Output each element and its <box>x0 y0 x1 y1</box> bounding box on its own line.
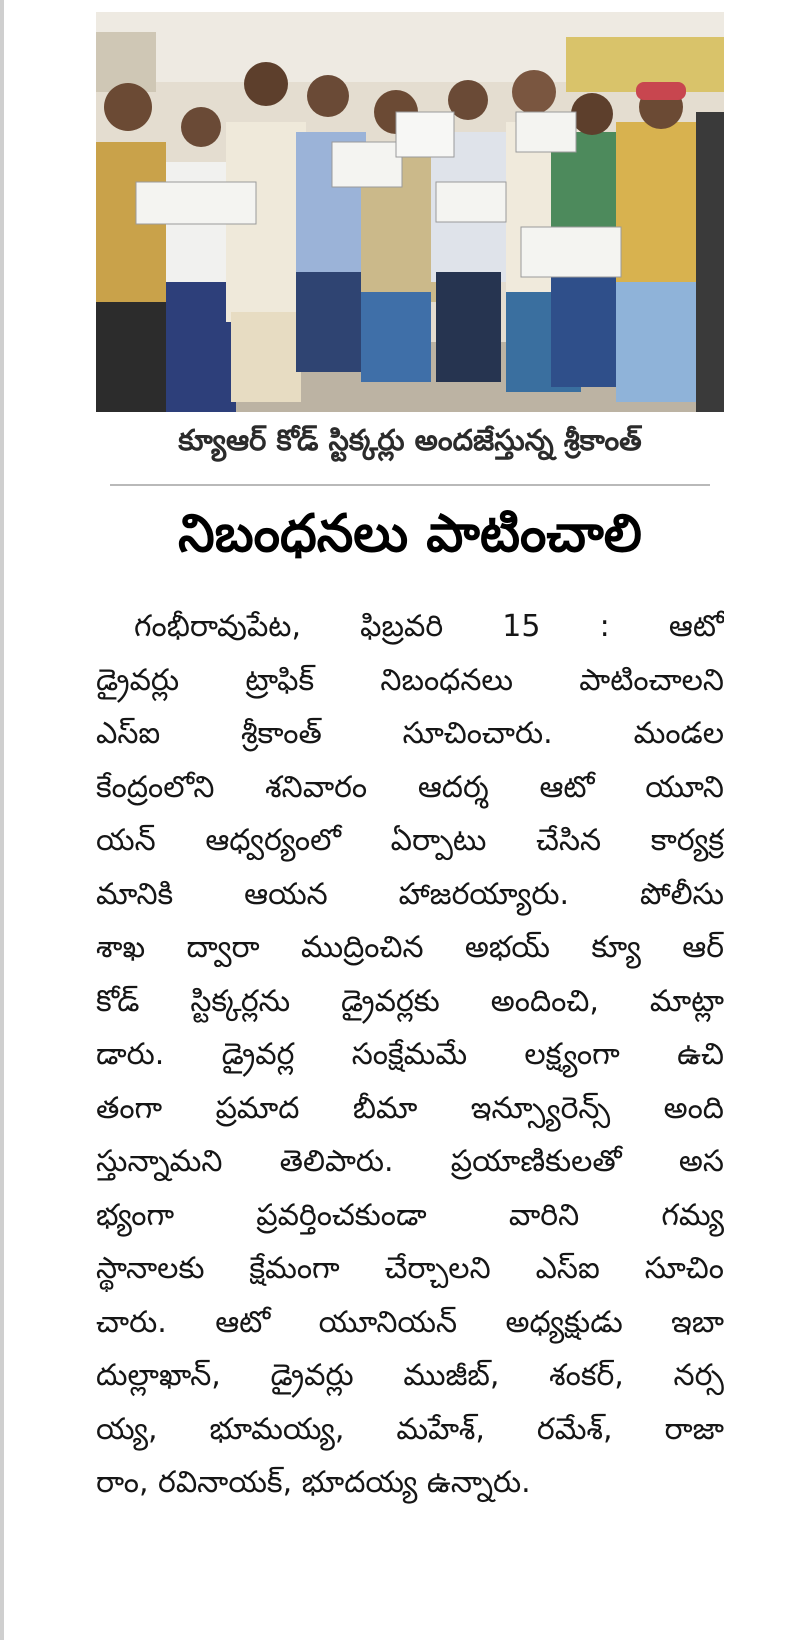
article-body <box>96 600 724 1510</box>
caption-divider <box>110 484 710 486</box>
article-line: భ్యంగా ప్రవర్తించకుండా వారిని గమ్య <box>96 1197 724 1233</box>
article-line: యన్ ఆధ్వర్యంలో ఏర్పాటు చేసిన కార్యక్ర <box>96 823 724 858</box>
article-line: కోడ్ స్టిక్కర్లను డ్రైవర్లకు అందించి, మాట్లా <box>96 983 724 1019</box>
article-line: గంభీరావుపేట, ఫిబ్రవరి 15 : ఆటో <box>134 609 724 644</box>
article-line: దుల్లాఖాన్, డ్రైవర్లు ముజీబ్, శంకర్, నర్స <box>96 1358 724 1393</box>
page-left-border <box>0 0 4 1640</box>
newspaper-clipping <box>96 12 724 1632</box>
article-line: శాఖ ద్వారా ముద్రించిన అభయ్ క్యూ ఆర్ <box>96 930 724 965</box>
article-line: స్థానాలకు క్షేమంగా చేర్చాలని ఎస్ఐ సూచిం <box>96 1251 724 1286</box>
article-line: స్తున్నామని తెలిపారు. ప్రయాణికులతో అస <box>96 1144 724 1179</box>
article-line: తంగా ప్రమాద బీమా ఇన్స్యూరెన్స్ అంది <box>96 1090 724 1126</box>
article-line: కేంద్రంలోని శనివారం ఆదర్శ ఆటో యూని <box>96 769 724 805</box>
article-headline: నిబంధనలు పాటించాలి <box>178 503 642 564</box>
article-line: మానికి ఆయన హాజరయ్యారు. పోలీసు <box>96 876 724 912</box>
article-line: చారు. ఆటో యూనియన్ అధ్యక్షుడు ఇబా <box>96 1304 724 1340</box>
article-line: ఎస్ఐ శ్రీకాంత్ సూచించారు. మండల <box>96 716 724 751</box>
article-line: డారు. డ్రైవర్ల సంక్షేమమే లక్ష్యంగా ఉచి <box>96 1037 724 1072</box>
news-photo <box>96 12 724 412</box>
photo-caption: క్యూఆర్ కోడ్ స్టిక్కర్లు అందజేస్తున్న శ్రీకాంత్ <box>178 423 642 457</box>
article-line: రాం, రవినాయక్, భూదయ్య ఉన్నారు. <box>96 1465 531 1500</box>
article-line: డ్రైవర్లు ట్రాఫిక్ నిబంధనలు పాటించాలని <box>96 662 724 698</box>
article-line: య్య, భూమయ్య, మహేశ్, రమేశ్, రాజా <box>96 1411 724 1447</box>
